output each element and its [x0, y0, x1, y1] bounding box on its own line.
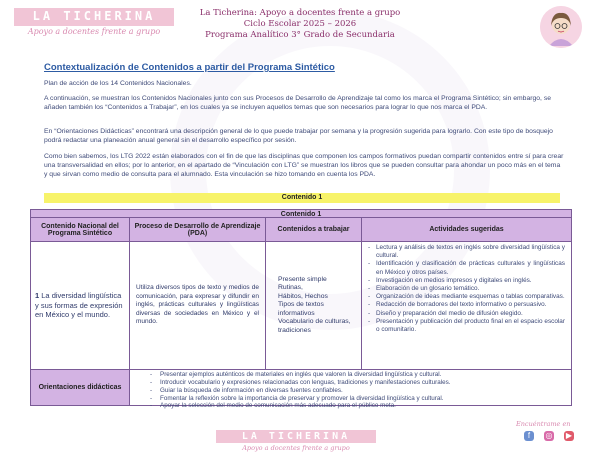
orientations-paragraph: En “Orientaciones Didácticas” encontrará una descripción general de lo que puede trabajar por semana y la progresión sugerida para lograrlo. Con este tipo de bosquejo podrá redactar una planeación anual general sin el desarrollo específico por sesión. [44, 128, 553, 144]
contenido-trabajar-item: Tipos de textos informativos [278, 301, 324, 317]
orientaciones-list [130, 370, 572, 410]
list-item: - Organización de ideas mediante esquemas o tablas comparativas. [376, 293, 565, 301]
instagram-icon[interactable]: ◎ [545, 431, 553, 440]
list-item: - Elaboración de un glosario temático. [376, 285, 565, 293]
description-paragraph: A continuación, se muestran los Contenidos Nacionales junto con sus Procesos de Desarrollo de Aprendizaje tal como los marca el Programa Sintético; sin embargo, se añaden también los “Contenidos a Trabajar”, en los cuales ya se incluyen aquellos temas que son necesarios para lograr lo que nos marca el PDA. [44, 95, 552, 111]
intro-paragraph: Plan de acción de los 14 Contenidos Nacionales. [44, 80, 192, 87]
pda-cell [130, 242, 266, 370]
facebook-icon[interactable]: f [524, 431, 534, 441]
contenido-cell [30, 242, 130, 370]
logo-tagline: Apoyo a docentes frente a grupo [27, 27, 161, 36]
header-cycle: Ciclo Escolar 2025 – 2026 [243, 19, 357, 29]
content-table [30, 209, 572, 410]
footer-tagline: Apoyo a docentes frente a grupo [242, 444, 350, 452]
avatar [540, 6, 582, 48]
list-item: - Fomentar la reflexión sobre la importancia de preservar y promover la diversidad lingüística y cultural. [160, 395, 567, 403]
actividades-list [362, 242, 571, 334]
list-item: - Lectura y análisis de textos en inglés sobre diversidad lingüística y cultural. [376, 244, 565, 260]
header-title: La Ticherina: Apoyo a docentes frente a grupo [199, 8, 401, 18]
list-item: - Diseño y preparación del medio de difusión elegido. [376, 310, 565, 318]
list-item: - Presentar ejemplos auténticos de materiales en inglés que valoren la diversidad lingüística y cultural. [160, 371, 567, 379]
table-title: Contenido 1 [30, 209, 572, 218]
list-item: - Introducir vocabulario y expresiones relacionadas con lenguas, tradiciones y manifestaciones culturales. [160, 379, 567, 387]
list-item: - Investigación en medios impresos y digitales en inglés. [376, 277, 565, 285]
footer-logo: LA TICHERINA [241, 431, 351, 442]
social-label: Encuéntrame en [516, 420, 571, 428]
actividades-cell [362, 242, 572, 370]
section-title: Contextualización de Contenidos a partir del Programa Sintético [44, 62, 335, 73]
header-actividades: Actividades sugeridas [362, 218, 572, 242]
ltg-paragraph: Como bien sabemos, los LTG 2022 están elaborados con el fin de que las disciplinas que componen los campos formativos puedan compartir contenidos entre sí para crear una transversalidad en ellos; por lo anterior, en el apartado de “Vinculación con LTG” se muestran los libros que se pueden consultar para ahondar un poco más en el tema y que sirvan como medio de consulta para el alumnado. Esta vinculación se hizo tomando en cuenta los PDA. [44, 153, 564, 178]
list-item: - Identificación y clasificación de prácticas culturales y lingüísticas en México y otros países. [376, 260, 565, 276]
contenido-trabajar-item: Hábitos, Hechos [278, 292, 328, 300]
contenido-trabajar-item: Vocabulario de culturas, tradiciones [278, 318, 351, 334]
contenidos-trabajar-cell [266, 242, 362, 370]
youtube-icon[interactable]: ▶ [565, 431, 573, 440]
header-contenido: Contenido Nacional del Programa Sintético [30, 218, 130, 242]
orientaciones-row [30, 370, 572, 410]
table-header-row [30, 218, 572, 242]
list-item: - Guiar la búsqueda de información en diversas fuentes confiables. [160, 387, 567, 395]
contenido-text: La diversidad lingüística y sus formas de expresión en México y el mundo. [35, 290, 123, 320]
orientaciones-label: Orientaciones didácticas [30, 370, 130, 406]
pda-text: Utiliza diversos tipos de texto y medios de comunicación, para expresar y difundir en inglés, prácticas culturales y lingüísticas diversas de sociedades en México y el mundo. [136, 284, 259, 326]
table-row [30, 242, 572, 370]
list-item: - Apoyar la selección del medio de comunicación más adecuado para el público meta. [160, 402, 567, 410]
content-banner: Contenido 1 [44, 193, 560, 203]
contenido-number: 1 [35, 290, 40, 300]
contenido-trabajar-item: Presente simple [278, 275, 327, 283]
list-item: - Presentación y publicación del producto final en el espacio escolar o comunitario. [376, 318, 565, 334]
header-program: Programa Analítico 3° Grado de Secundaria [205, 30, 395, 40]
avatar-illustration [540, 6, 582, 48]
header-contenidos-trabajar: Contenidos a trabajar [266, 218, 362, 242]
contenido-trabajar-item: Rutinas, [278, 284, 303, 292]
header-pda: Proceso de Desarrollo de Aprendizaje (PDA) [130, 218, 266, 242]
logo: LA TICHERINA [32, 9, 156, 23]
list-item: - Redacción de borradores del texto informativo o persuasivo. [376, 301, 565, 309]
